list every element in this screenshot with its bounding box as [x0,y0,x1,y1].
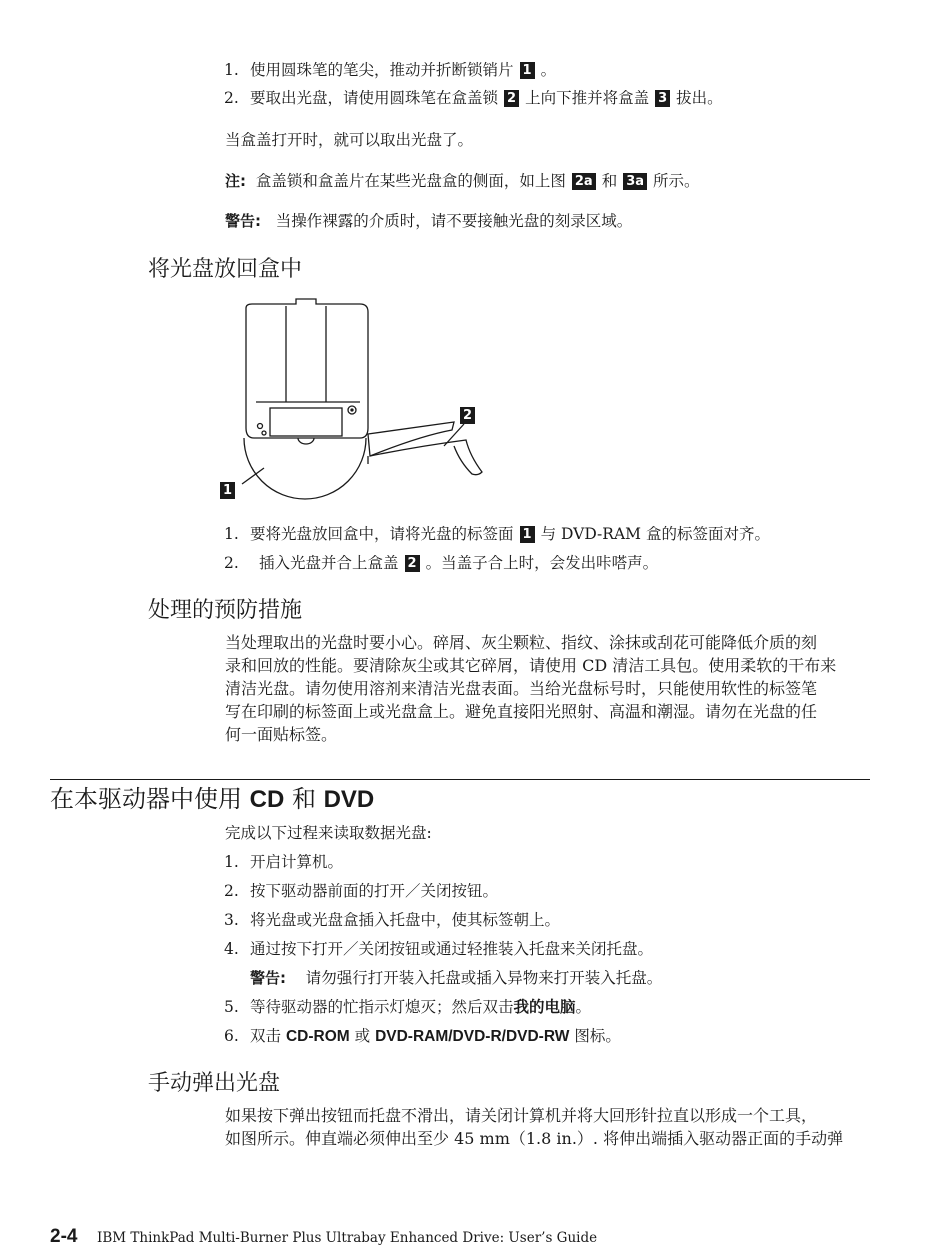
section-heading: 手动弹出光盘 [148,1071,281,1096]
callout-badge: 3 [655,90,670,107]
warning: 警告: 当操作裸露的介质时，请不要接触光盘的刻录区域。 [225,212,633,230]
footer-title: IBM ThinkPad Multi-Burner Plus Ultrabay Enhanced Drive: User’s Guide [97,1230,598,1246]
step-text: 将光盘或光盘盒插入托盘中，使其标签朝上。 [250,911,561,929]
step-number: 3. [224,911,239,929]
step-text: 等待驱动器的忙指示灯熄灭；然后双击我的电脑。 [250,998,592,1016]
para-line: 如果按下弹出按钮而托盘不滑出，请关闭计算机并将大回形针拉直以形成一个工具， [225,1106,818,1125]
step-number: 5. [224,998,239,1016]
step-text: 通过按下打开／关闭按钮或通过轻推装入托盘来关闭托盘。 [250,940,654,958]
step-number: 1. [224,61,239,79]
para-line: 清洁光盘。请勿使用溶剂来清洁光盘表面。当给光盘标号时，只能使用软性的标签笔 [225,679,818,698]
para-line: 录和回放的性能。要清除灰尘或其它碎屑，请使用 CD 清洁工具包。使用柔软的干布来 [225,656,837,675]
step-number: 1. [224,525,239,543]
para-line: 当处理取出的光盘时要小心。碎屑、灰尘颗粒、指纹、涂抹或刮花可能降低介质的刻 [225,633,818,652]
step-text: 要将光盘放回盒中，请将光盘的标签面 1 与 DVD-RAM 盒的标签面对齐。 [250,525,770,543]
step-text: 双击 CD-ROM 或 DVD-RAM/DVD-R/DVD-RW 图标。 [250,1027,621,1045]
step-number: 2. [224,89,239,107]
care-paragraph [225,631,869,746]
step-text: 插入光盘并合上盒盖 2 。当盖子合上时，会发出咔嗒声。 [259,554,659,572]
callout-badge: 1 [520,62,535,79]
callout-badge: 2 [504,90,519,107]
paragraph: 当盒盖打开时，就可以取出光盘了。 [225,131,474,149]
warning: 警告: 请勿强行打开装入托盘或插入异物来打开装入托盘。 [250,969,663,987]
intro-text: 完成以下过程来读取数据光盘: [225,824,432,842]
eject-paragraph [225,1104,869,1150]
para-line: 如图所示。伸直端必须伸出至少 45 mm（1.8 in.）. 将伸出端插入驱动器正面的手动弹 [225,1129,844,1148]
step-text: 按下驱动器前面的打开／关闭按钮。 [250,882,499,900]
callout-badge: 2a [572,173,596,190]
warning-label: 警告: [250,969,286,987]
disc-case-illustration [220,296,490,506]
step-text: 开启计算机。 [250,853,344,871]
callout-badge: 2 [405,555,420,572]
section-divider [50,779,870,780]
step-text: 使用圆珠笔的笔尖，推动并折断锁销片 1 。 [250,61,557,79]
step-number: 4. [224,940,239,958]
step-number: 2. [224,554,239,572]
note: 注: 盒盖锁和盒盖片在某些光盘盒的侧面，如上图 2a 和 3a 所示。 [225,172,700,190]
section-heading: 将光盘放回盒中 [148,257,303,282]
chapter-heading: 在本驱动器中使用 CD 和 DVD [50,785,375,813]
para-line: 何一面贴标签。 [225,725,338,744]
para-line: 写在印刷的标签面上或光盘盒上。避免直接阳光照射、高温和潮湿。请勿在光盘的任 [225,702,818,721]
figure-callout-1: 1 [220,482,235,499]
warning-label: 警告: [225,212,261,230]
callout-badge: 1 [520,526,535,543]
step-number: 6. [224,1027,239,1045]
note-label: 注: [225,172,246,190]
callout-badge: 3a [623,173,647,190]
figure-callout-2: 2 [460,407,475,424]
step-number: 2. [224,882,239,900]
page-number: 2-4 [50,1226,78,1247]
section-heading: 处理的预防措施 [148,598,303,623]
step-text: 要取出光盘，请使用圆珠笔在盒盖锁 2 上向下推并将盒盖 3 拔出。 [250,89,723,107]
step-number: 1. [224,853,239,871]
